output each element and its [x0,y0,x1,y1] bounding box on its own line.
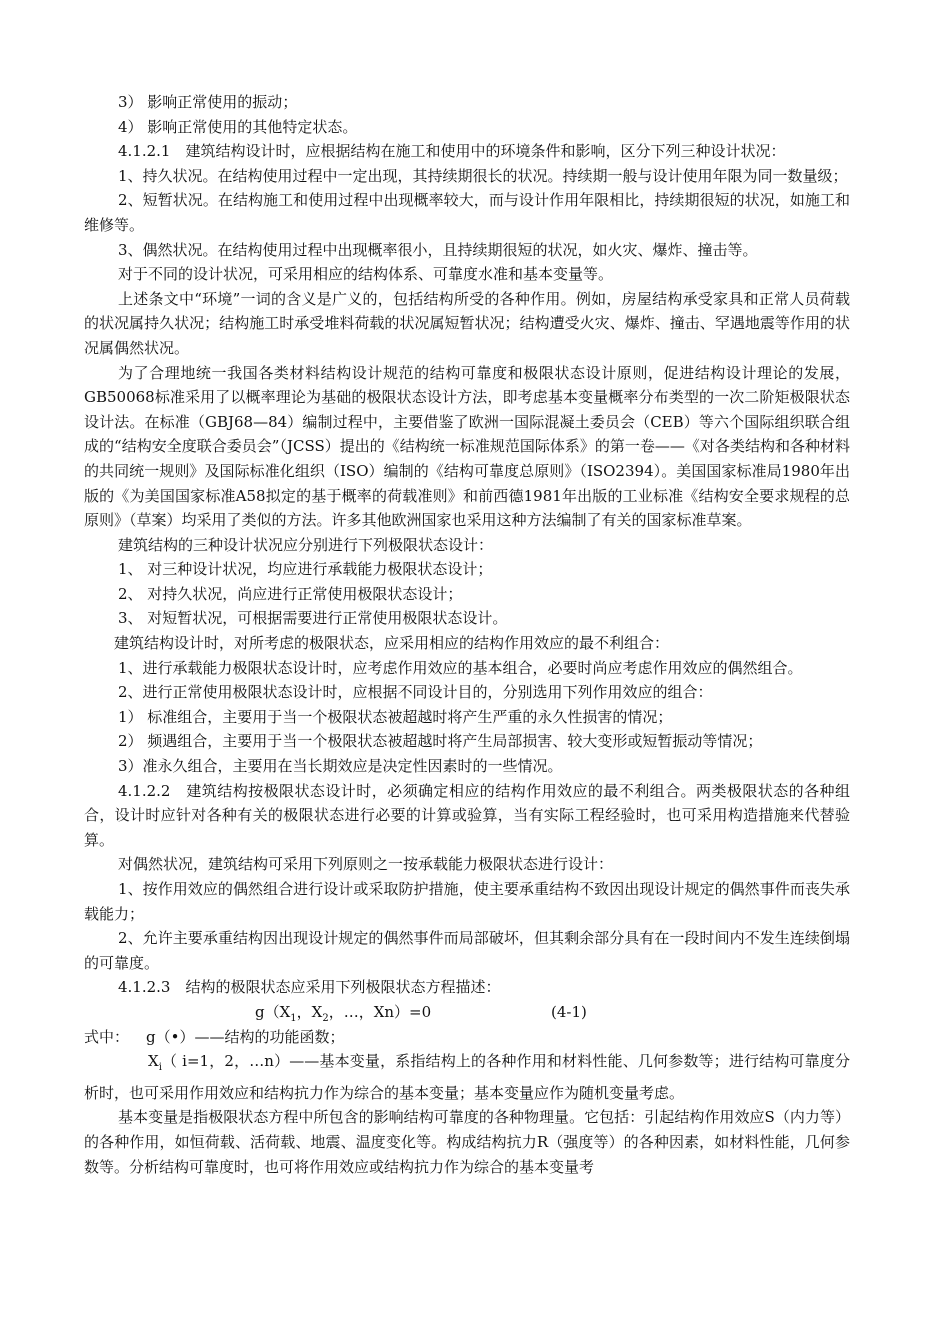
list-item: 1、进行承载能力极限状态设计时，应考虑作用效应的基本组合，必要时尚应考虑作用效应的偶然组合。 [118,658,803,677]
paragraph: 建筑结构设计时，对所考虑的极限状态，应采用相应的结构作用效应的最不利组合： [114,634,670,653]
paragraph: 建筑结构的三种设计状况应分别进行下列极限状态设计： [118,535,494,554]
paragraph: 对偶然状况，建筑结构可采用下列原则之一按承载能力极限状态进行设计： [118,855,614,874]
equation-expression: $g(X_1$，$X_2$，…，Xn）=0 [255,1002,432,1024]
definition-xi: $X_i$（ i=1，2，…n）——基本变量，系指结构上的各种作用和材料性能、几何参数等；进行结构可靠度分析时，也可采用作用效应和结构抗力作为综合的基本变量；基本变量应作为随机变量考虑。 [84,1052,850,1102]
list-item: 2、 对持久状况，尚应进行正常使用极限状态设计； [118,584,463,603]
list-item: 1、按作用效应的偶然组合进行设计或采取防护措施，使主要承重结构不致因出现设计规定的偶然事件而丧失承载能力； [84,880,850,923]
limit-state-equation [84,1000,850,1025]
clause-heading: 4.1.2.2 建筑结构按极限状态设计时，必须确定相应的结构作用效应的最不利组合。两类极限状态的各种组合，设计时应针对各种有关的极限状态进行必要的计算或验算，当有实际工程经验时，也可采用构造措施来代替验算。 [84,781,850,849]
list-item: 3） 影响正常使用的振动； [118,93,298,111]
paragraph: 基本变量是指极限状态方程中所包含的影响结构可靠度的各种物理量。它包括：引起结构作用效应S（内力等）的各种作用，如恒荷载、活荷载、地震、温度变化等。构成结构抗力R（强度等）的各种因素，如材料性能，几何参数等。分析结构可靠度时，也可将作用效应或结构抗力作为综合的基本变量考 [84,1108,850,1176]
equation-number: (4-1) [551,1002,587,1021]
paragraph: 为了合理地统一我国各类材料结构设计规范的结构可靠度和极限状态设计原则，促进结构设计理论的发展，GB50068标准采用了以概率理论为基础的极限状态设计方法，即考虑基本变量概率分布类型的一次二阶矩极限状态设计法。在标准（GBJ68—84）编制过程中，主要借鉴了欧洲一国际混凝土委员会（CEB）等六个国际组织联合组成的“结构安全度联合委员会”（JCSS）提出的《结构统一标准规范国际体系》的第一卷——《对各类结构和各种材料的共同统一规则》及国际标准化组织（ISO）编制的《结构可靠度总原则》（ISO2394）。美国国家标准局1980年出版的《为美国国家标准A58拟定的基于概率的荷载准则》和前西德1981年出版的工业标准《结构安全要求规程的总原则》（草案）均采用了类似的方法。许多其他欧洲国家也采用这种方法编制了有关的国家标准草案。 [84,363,850,530]
list-item: 2、短暂状况。在结构施工和使用过程中出现概率较大，而与设计作用年限相比，持续期很短的状况，如施工和维修等。 [84,191,850,234]
clause-heading: 4.1.2.1 建筑结构设计时，应根据结构在施工和使用中的环境条件和影响，区分下列三种设计状况： [118,142,786,161]
definition-g: 式中： g（•）——结构的功能函数； [84,1025,850,1050]
list-item: 2） 频遇组合，主要用于当一个极限状态被超越时将产生局部损害、较大变形或短暂振动等情况； [118,732,763,751]
paragraph: 上述条文中“环境”一词的含义是广义的，包括结构所受的各种作用。例如，房屋结构承受家具和正常人员荷载的状况属持久状况；结构施工时承受堆料荷载的状况属短暂状况；结构遭受火灾、爆炸、撞击、罕遇地震等作用的状况属偶然状况。 [84,289,850,357]
list-item: 2、进行正常使用极限状态设计时，应根据不同设计目的，分别选用下列作用效应的组合： [118,683,713,702]
list-item: 1、 对三种设计状况，均应进行承载能力极限状态设计； [118,560,493,579]
definition-label: 式中： [84,1027,130,1046]
document-page [84,90,850,1179]
list-item: 1、持久状况。在结构使用过程中一定出现，其持续期很长的状况。持续期一般与设计使用年限为同一数量级； [118,166,848,185]
list-item: 3、偶然状况。在结构使用过程中出现概率很小，且持续期很短的状况，如火灾、爆炸、撞击等。 [118,240,758,259]
list-item: 1） 标准组合，主要用于当一个极限状态被超越时将产生严重的永久性损害的情况； [118,707,673,726]
list-item: 3）准永久组合，主要用在当长期效应是决定性因素时的一些情况。 [118,757,563,776]
list-item: 4） 影响正常使用的其他特定状态。 [118,117,358,136]
paragraph: 对于不同的设计状况，可采用相应的结构体系、可靠度水准和基本变量等。 [118,265,614,284]
list-item: 3、 对短暂状况，可根据需要进行正常使用极限状态设计。 [118,609,508,628]
list-item: 2、允许主要承重结构因出现设计规定的偶然事件而局部破坏，但其剩余部分具有在一段时间内不发生连续倒塌的可靠度。 [84,929,850,972]
clause-heading: 4.1.2.3 结构的极限状态应采用下列极限状态方程描述： [118,978,501,997]
